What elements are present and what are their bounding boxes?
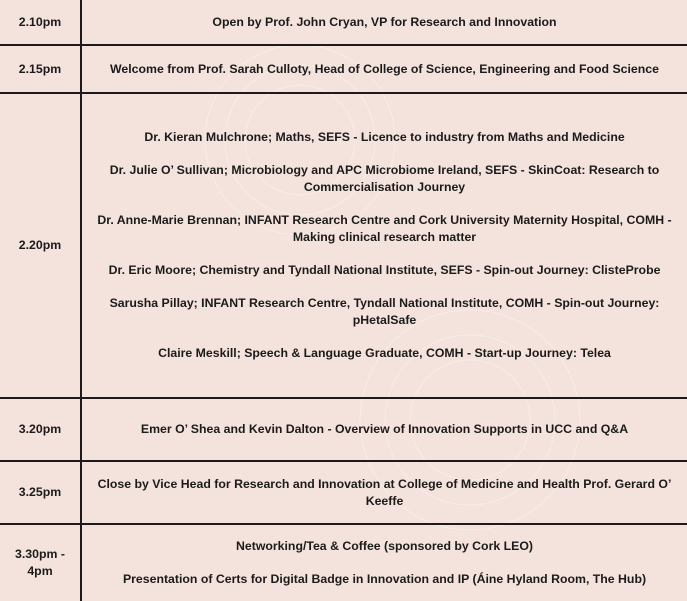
agenda-item: Dr. Anne-Marie Brennan; INFANT Research Centre and Cork University Maternity Hospital, COMH - Making clinical research matter (97, 213, 672, 244)
agenda-item: Close by Vice Head for Research and Innovation at College of Medicine and Health Prof. Gerard O’ Keeffe (97, 476, 672, 508)
agenda-item: Emer O’ Shea and Kevin Dalton - Overview of Innovation Supports in UCC and Q&A (140, 422, 629, 436)
agenda-row (0, 398, 687, 461)
description-cell (81, 0, 687, 45)
description-cell (81, 45, 687, 93)
agenda-item: Dr. Julie O’ Sullivan; Microbiology and APC Microbiome Ireland, SEFS - SkinCoat: Research to Commercialisation Journey (109, 163, 660, 194)
time-cell: 2.20pm (0, 93, 81, 398)
agenda-row (0, 0, 687, 45)
description-cell (81, 461, 687, 524)
time-cell: 3.25pm (0, 461, 81, 524)
time-cell: 2.10pm (0, 0, 81, 45)
agenda-item: Presentation of Certs for Digital Badge in Innovation and IP (Áine Hyland Room, The Hub) (122, 572, 647, 586)
agenda-item: Dr. Eric Moore; Chemistry and Tyndall National Institute, SEFS - Spin-out Journey: ClisteProbe (108, 263, 661, 277)
agenda-row (0, 45, 687, 93)
agenda-item: Networking/Tea & Coffee (sponsored by Cork LEO) (236, 539, 533, 553)
time-cell: 2.15pm (0, 45, 81, 93)
time-cell: 3.30pm - 4pm (0, 524, 81, 601)
description-cell (81, 93, 687, 398)
agenda-item: Open by Prof. John Cryan, VP for Research and Innovation (212, 14, 557, 29)
agenda-item: Welcome from Prof. Sarah Culloty, Head of College of Science, Engineering and Food Science (110, 61, 659, 76)
agenda-row (0, 524, 687, 601)
description-cell (81, 398, 687, 461)
agenda-row (0, 461, 687, 524)
agenda-item: Sarusha Pillay; INFANT Research Centre, Tyndall National Institute, COMH - Spin-out Journey: pHetalSafe (109, 296, 660, 327)
time-cell: 3.20pm (0, 398, 81, 461)
agenda-row (0, 93, 687, 398)
agenda-item: Dr. Kieran Mulchrone; Maths, SEFS - Licence to industry from Maths and Medicine (144, 130, 625, 144)
agenda-item: Claire Meskill; Speech & Language Graduate, COMH - Start-up Journey: Telea (158, 346, 611, 360)
description-cell (81, 524, 687, 601)
